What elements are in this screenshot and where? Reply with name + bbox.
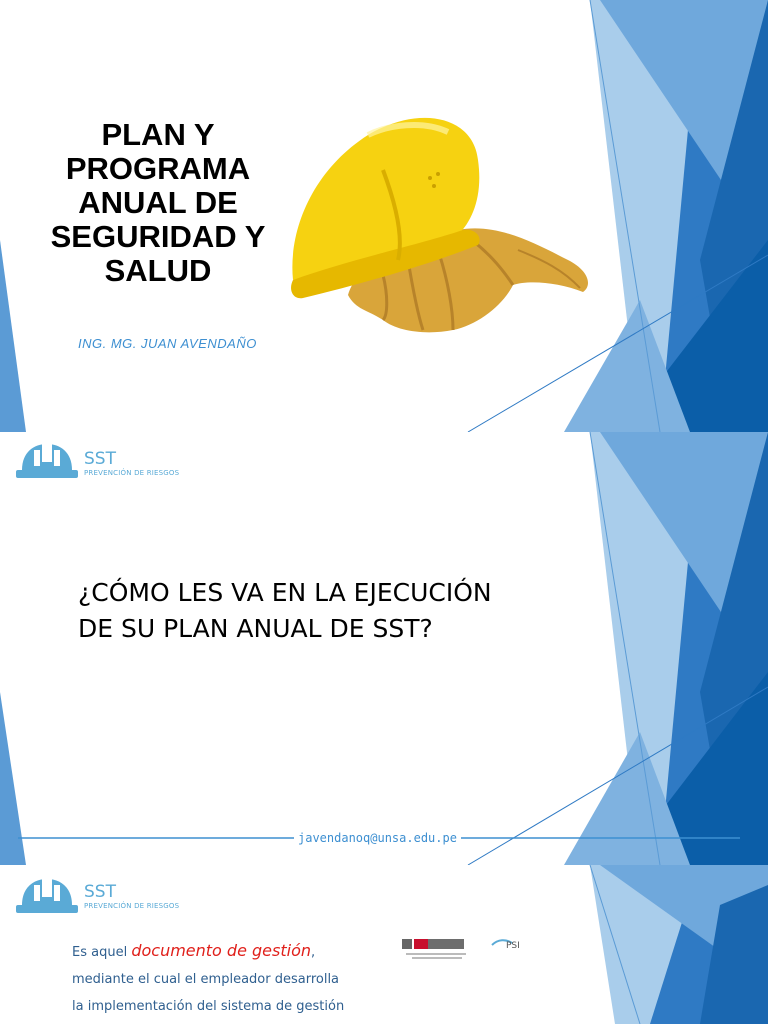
question-line: ¿CÓMO LES VA EN LA EJECUCIÓN: [78, 578, 492, 607]
slide-question: [0, 432, 768, 865]
sst-logo-text: [84, 882, 179, 910]
logo-subtitle: PREVENCIÓN DE RIESGOS: [84, 469, 180, 477]
definition-line-2: mediante el cual el empleador desarrolla: [72, 972, 340, 987]
slide-title: [0, 0, 768, 432]
sst-helmet-logo-icon: [14, 875, 80, 917]
definition-suffix: ,: [311, 945, 316, 960]
logo-subtitle: PREVENCIÓN DE RIESGOS: [84, 902, 180, 910]
ministry-logos-image: [398, 935, 548, 965]
definition-prefix: Es aquel: [72, 945, 132, 960]
sst-logo-text: [84, 449, 179, 477]
logo-title: SST: [84, 882, 116, 902]
title-line: SEGURIDAD Y: [50, 219, 266, 254]
definition-text: [72, 937, 372, 1020]
sst-helmet-logo-icon: [14, 440, 80, 482]
slide-definition: [0, 865, 768, 1024]
blue-decoration: [0, 432, 768, 865]
email-link[interactable]: javendanoq@unsa.edu.pe: [294, 831, 461, 845]
question-line: DE SU PLAN ANUAL DE SST?: [78, 614, 433, 643]
title-line: PROGRAMA: [65, 151, 251, 186]
hard-hat-and-gloves-image: [288, 110, 598, 340]
slide-title-text: [30, 118, 286, 288]
title-line: ANUAL DE: [78, 185, 238, 220]
title-line: SALUD: [104, 253, 212, 288]
question-text: [78, 575, 548, 647]
definition-emphasis: documento de gestión: [131, 941, 311, 960]
definition-line-3: la implementación del sistema de gestión: [72, 999, 345, 1014]
psi-logo-text: PSI: [506, 941, 520, 951]
logo-title: SST: [84, 449, 116, 469]
title-line: PLAN Y: [101, 117, 215, 152]
definition-line-1: [72, 937, 372, 966]
author-name: ING. MG. JUAN AVENDAÑO: [78, 336, 257, 351]
